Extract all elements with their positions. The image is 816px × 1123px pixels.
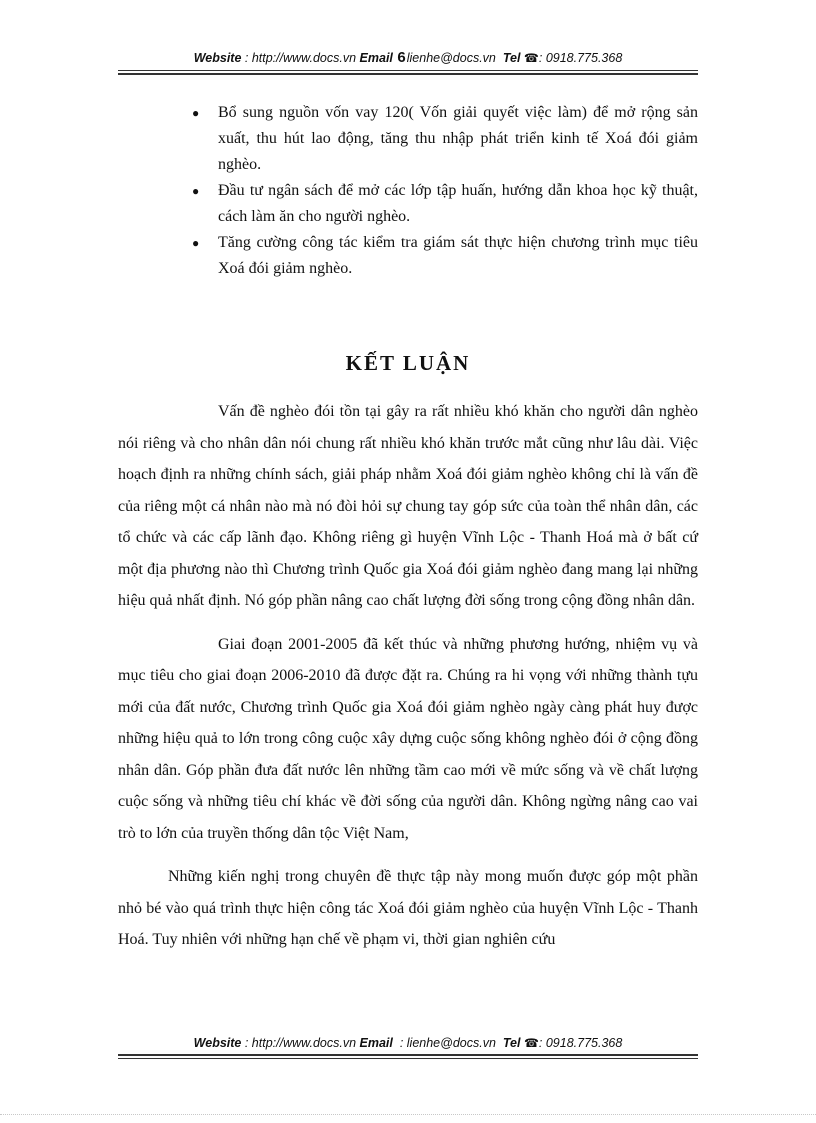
header-tel-value: : 0918.775.368: [538, 51, 623, 65]
page-header: [118, 48, 698, 75]
footer-tel-label: Tel: [502, 1036, 521, 1050]
header-website-url: : http://www.docs.vn: [244, 51, 357, 65]
bullet-icon: ●: [192, 106, 200, 120]
paragraph: Những kiến nghị trong chuyên đề thực tập này mong muốn được góp một phần nhỏ bé vào quá trình thực hiện công tác Xoá đói giảm nghèo của huyện Vĩnh Lộc - Thanh Hoá. Tuy nhiên với những hạn chế về phạm vi, thời gian nghiên cứu: [118, 868, 698, 948]
bullet-icon: ●: [192, 236, 200, 250]
section-heading: KẾT LUẬN: [345, 351, 471, 375]
list-item: ● Tăng cường công tác kiểm tra giám sát thực hiện chương trình mục tiêu Xoá đói giảm nghèo.: [218, 230, 698, 282]
list-item: ● Đầu tư ngân sách để mở các lớp tập huấn, hướng dẫn khoa học kỹ thuật, cách làm ăn cho người nghèo.: [218, 178, 698, 230]
header-email-label: Email: [359, 51, 393, 65]
footer-email-label: Email: [359, 1036, 393, 1050]
bullet-icon: ●: [192, 184, 200, 198]
footer-website-label: Website: [193, 1036, 242, 1050]
paragraph: Vấn đề nghèo đói tồn tại gây ra rất nhiều khó khăn cho người dân nghèo nói riêng và cho nhân dân nói chung rất nhiều khó khăn trước mắt cũng như lâu dài. Việc hoạch định ra những chính sách, giải pháp nhằm Xoá đói giảm nghèo không chỉ là vấn đề của riêng một cá nhân nào mà nó đòi hỏi sự chung tay góp sức của toàn thể nhân dân, các tổ chức và các cấp lãnh đạo. Không riêng gì huyện Vĩnh Lộc - Thanh Hoá mà ở bất cứ một địa phương nào thì Chương trình Quốc gia Xoá đói giảm nghèo đang mang lại những hiệu quả nhất định. Nó góp phần nâng cao chất lượng đời sống trong cộng đồng nhân dân.: [118, 403, 698, 609]
bullet-list: [118, 100, 698, 282]
header-contact-line: [118, 48, 698, 68]
footer-rule-thin: [118, 1058, 698, 1059]
footer-website-url: : http://www.docs.vn: [244, 1036, 357, 1050]
footer-email-value: : lienhe@docs.vn: [399, 1036, 496, 1050]
page-number: 6: [397, 49, 406, 66]
footer-tel-value: : 0918.775.368: [538, 1036, 623, 1050]
page-footer: [118, 1033, 698, 1059]
phone-icon: ☎: [523, 1036, 539, 1050]
paragraph: Giai đoạn 2001-2005 đã kết thúc và những phương hướng, nhiệm vụ và mục tiêu cho giai đoạn 2006-2010 đã được đặt ra. Chúng ra hi vọng với những thành tựu mới của đất nước, Chương trình Quốc gia Xoá đói giảm nghèo ngày càng phát huy được những hiệu quả to lớn trong công cuộc xây dựng cuộc sống không nghèo đói ở cộng đồng nhân dân. Góp phần đưa đất nước lên những tầm cao mới về mức sống và về chất lượng cuộc sống và những tiêu chí khác về đời sống của người dân. Không ngừng nâng cao vai trò to lớn của truyền thống dân tộc Việt Nam,: [118, 635, 698, 842]
page-edge-divider: [0, 1114, 816, 1115]
footer-contact-line: [118, 1033, 698, 1053]
page-body: [118, 100, 698, 956]
footer-rule-thick: [118, 1054, 698, 1056]
header-rule-thick: [118, 73, 698, 75]
header-tel-label: Tel: [502, 51, 521, 65]
header-website-label: Website: [193, 51, 242, 65]
header-rule-thin: [118, 70, 698, 71]
phone-icon: ☎: [523, 51, 539, 65]
list-item: ● Bổ sung nguồn vốn vay 120( Vốn giải quyết việc làm) để mở rộng sản xuất, thu hút lao động, tăng thu nhập phát triển kinh tế Xoá đói giảm nghèo.: [218, 100, 698, 178]
header-email-value: lienhe@docs.vn: [406, 51, 496, 65]
